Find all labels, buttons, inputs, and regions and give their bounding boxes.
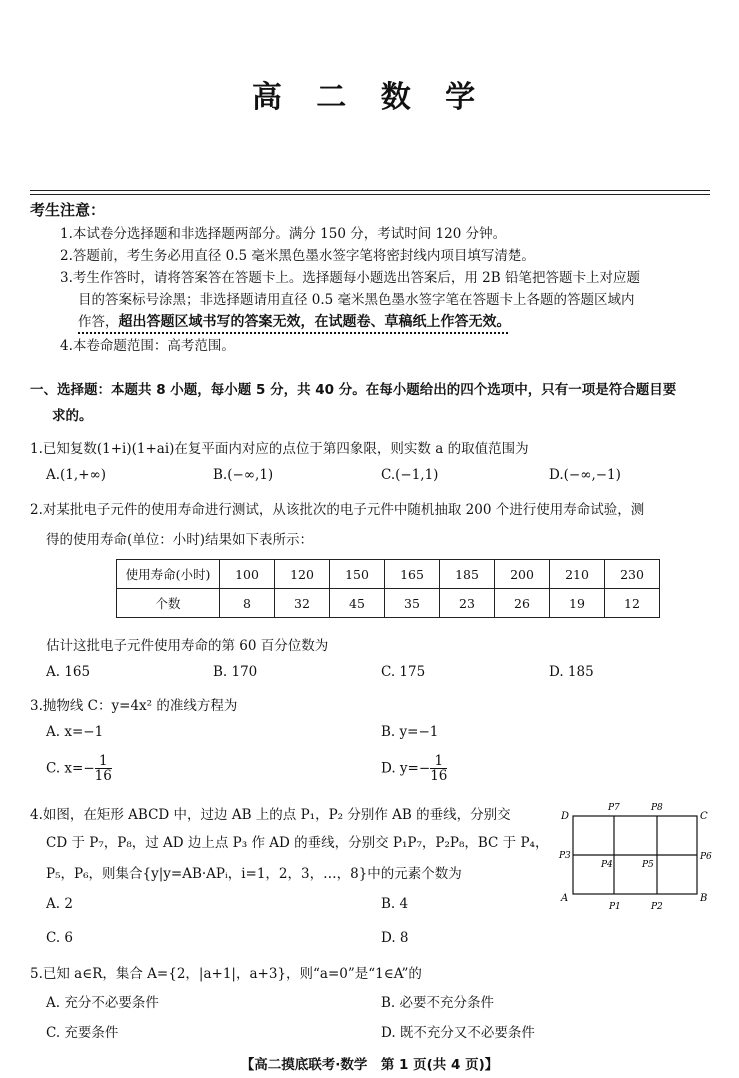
lifetime-table <box>116 559 660 618</box>
table-row <box>117 589 660 618</box>
q1-option-a: A.(1,+∞) <box>46 467 107 483</box>
figure-label-p5: P5 <box>642 860 654 870</box>
figure-label-c: C <box>700 811 708 822</box>
page-footer: 【高二摸底联考·数学 第 1 页(共 4 页)】 <box>240 1057 499 1073</box>
table-cell: 150 <box>330 560 385 589</box>
q1-option-c: C.(−1,1) <box>381 467 439 483</box>
section-heading: 一、选择题：本题共 8 小题，每小题 5 分，共 40 分。在每小题给出的四个选项中，只有一项是符合题目要 <box>30 382 677 398</box>
notice-heading: 考生注意： <box>30 201 106 219</box>
q3-stem: 3.抛物线 C：y=4x² 的准线方程为 <box>30 698 238 714</box>
figure-label-a: A <box>561 893 569 904</box>
q2-stem-line1: 2.对某批电子元件的使用寿命进行测试，从该批次的电子元件中随机抽取 200 个进行使用寿命试验，测 <box>30 502 645 518</box>
table-cell: 100 <box>220 560 275 589</box>
q1-option-b: B.(−∞,1) <box>213 467 274 483</box>
divider-line <box>30 190 710 191</box>
q3-option-d-prefix: D. y=− <box>381 760 431 777</box>
notice-item-3-prefix: 作答， <box>78 314 119 330</box>
q4-stem-line2: CD 于 P₇，P₈，过 AD 边上点 P₃ 作 AD 的垂线，分别交 P₁P₇，P₂P₈，BC 于 P₄， <box>46 835 549 851</box>
figure-label-p3: P3 <box>559 851 571 861</box>
table-cell: 185 <box>440 560 495 589</box>
table-cell: 19 <box>550 589 605 618</box>
notice-item-1: 1.本试卷分选择题和非选择题两部分。满分 150 分，考试时间 120 分钟。 <box>60 226 507 242</box>
table-cell: 210 <box>550 560 605 589</box>
q5-option-c: C. 充要条件 <box>46 1025 119 1041</box>
notice-item-4: 4.本卷命题范围：高考范围。 <box>60 338 235 354</box>
q4-option-a: A. 2 <box>46 896 73 912</box>
q2-option-c: C. 175 <box>381 664 426 680</box>
figure-label-p4: P4 <box>601 860 613 870</box>
table-header-cell: 使用寿命(小时) <box>117 560 220 589</box>
table-cell: 165 <box>385 560 440 589</box>
notice-item-2: 2.答题前，考生务必用直径 0.5 毫米黑色墨水签字笔将密封线内项目填写清楚。 <box>60 248 535 264</box>
q2-option-d: D. 185 <box>549 664 594 680</box>
table-cell: 32 <box>275 589 330 618</box>
notice-item-3-cont: 目的答案标号涂黑；非选择题请用直径 0.5 毫米黑色墨水签字笔在答题卡上各题的答题区域内 <box>78 292 635 308</box>
q4-stem-line1: 4.如图，在矩形 ABCD 中，过边 AB 上的点 P₁，P₂ 分别作 AB 的垂线，分别交 <box>30 807 511 823</box>
q5-option-a: A. 充分不必要条件 <box>46 995 159 1011</box>
table-cell: 120 <box>275 560 330 589</box>
q1-option-d: D.(−∞,−1) <box>549 467 621 483</box>
q3-option-b: B. y=−1 <box>381 724 439 740</box>
fraction-numerator: 1 <box>95 754 112 769</box>
fraction <box>95 754 112 783</box>
figure-label-b: B <box>700 893 708 904</box>
q4-option-d: D. 8 <box>381 930 409 946</box>
figure-label-p7: P7 <box>608 803 620 813</box>
figure-label-d: D <box>561 811 570 822</box>
q5-option-b: B. 必要不充分条件 <box>381 995 495 1011</box>
q2-stem-line2: 得的使用寿命(单位：小时)结果如下表所示： <box>46 532 314 548</box>
q4-stem-line3: P₅，P₆，则集合{y|y=AB·APᵢ，i=1，2，3，…，8}中的元素个数为 <box>46 866 462 882</box>
q4-option-c: C. 6 <box>46 930 74 946</box>
table-cell: 8 <box>220 589 275 618</box>
notice-item-3-bold: 超出答题区域书写的答案无效，在试题卷、草稿纸上作答无效。 <box>118 314 511 330</box>
fraction-denominator: 16 <box>94 768 112 784</box>
q3-option-a: A. x=−1 <box>46 724 104 740</box>
table-cell: 200 <box>495 560 550 589</box>
table-cell: 12 <box>605 589 660 618</box>
table-cell: 23 <box>440 589 495 618</box>
table-header-cell: 个数 <box>117 589 220 618</box>
divider-line <box>30 194 710 195</box>
fraction-numerator: 1 <box>430 754 447 769</box>
q5-option-d: D. 既不充分又不必要条件 <box>381 1025 535 1041</box>
table-cell: 45 <box>330 589 385 618</box>
q2-option-a: A. 165 <box>46 664 91 680</box>
figure-label-p6: P6 <box>700 852 712 862</box>
notice-item-3: 3.考生作答时，请将答案答在答题卡上。选择题每小题选出答案后，用 2B 铅笔把答题卡上对应题 <box>60 270 640 286</box>
table-cell: 230 <box>605 560 660 589</box>
q2-question: 估计这批电子元件使用寿命的第 60 百分位数为 <box>46 638 329 654</box>
q1-stem: 1.已知复数(1+i)(1+ai)在复平面内对应的点位于第四象限，则实数 a 的取值范围为 <box>30 441 529 457</box>
q3-option-c-prefix: C. x=− <box>46 760 95 777</box>
q3-option-c <box>46 754 112 783</box>
q4-option-b: B. 4 <box>381 896 409 912</box>
table-row <box>117 560 660 589</box>
fraction <box>430 754 447 783</box>
section-heading-cont: 求的。 <box>52 408 93 424</box>
rectangle-figure <box>556 797 716 915</box>
figure-label-p1: P1 <box>609 902 621 912</box>
figure-label-p2: P2 <box>651 902 663 912</box>
figure-label-p8: P8 <box>651 803 663 813</box>
table-cell: 35 <box>385 589 440 618</box>
q3-option-d <box>381 754 447 783</box>
q5-stem: 5.已知 a∈R，集合 A={2，|a+1|，a+3}，则“a=0”是“1∈A”的 <box>30 966 422 982</box>
q2-option-b: B. 170 <box>213 664 258 680</box>
page-title: 高 二 数 学 <box>251 80 488 115</box>
table-cell: 26 <box>495 589 550 618</box>
notice-item-3-end <box>78 310 511 331</box>
fraction-denominator: 16 <box>430 768 448 784</box>
